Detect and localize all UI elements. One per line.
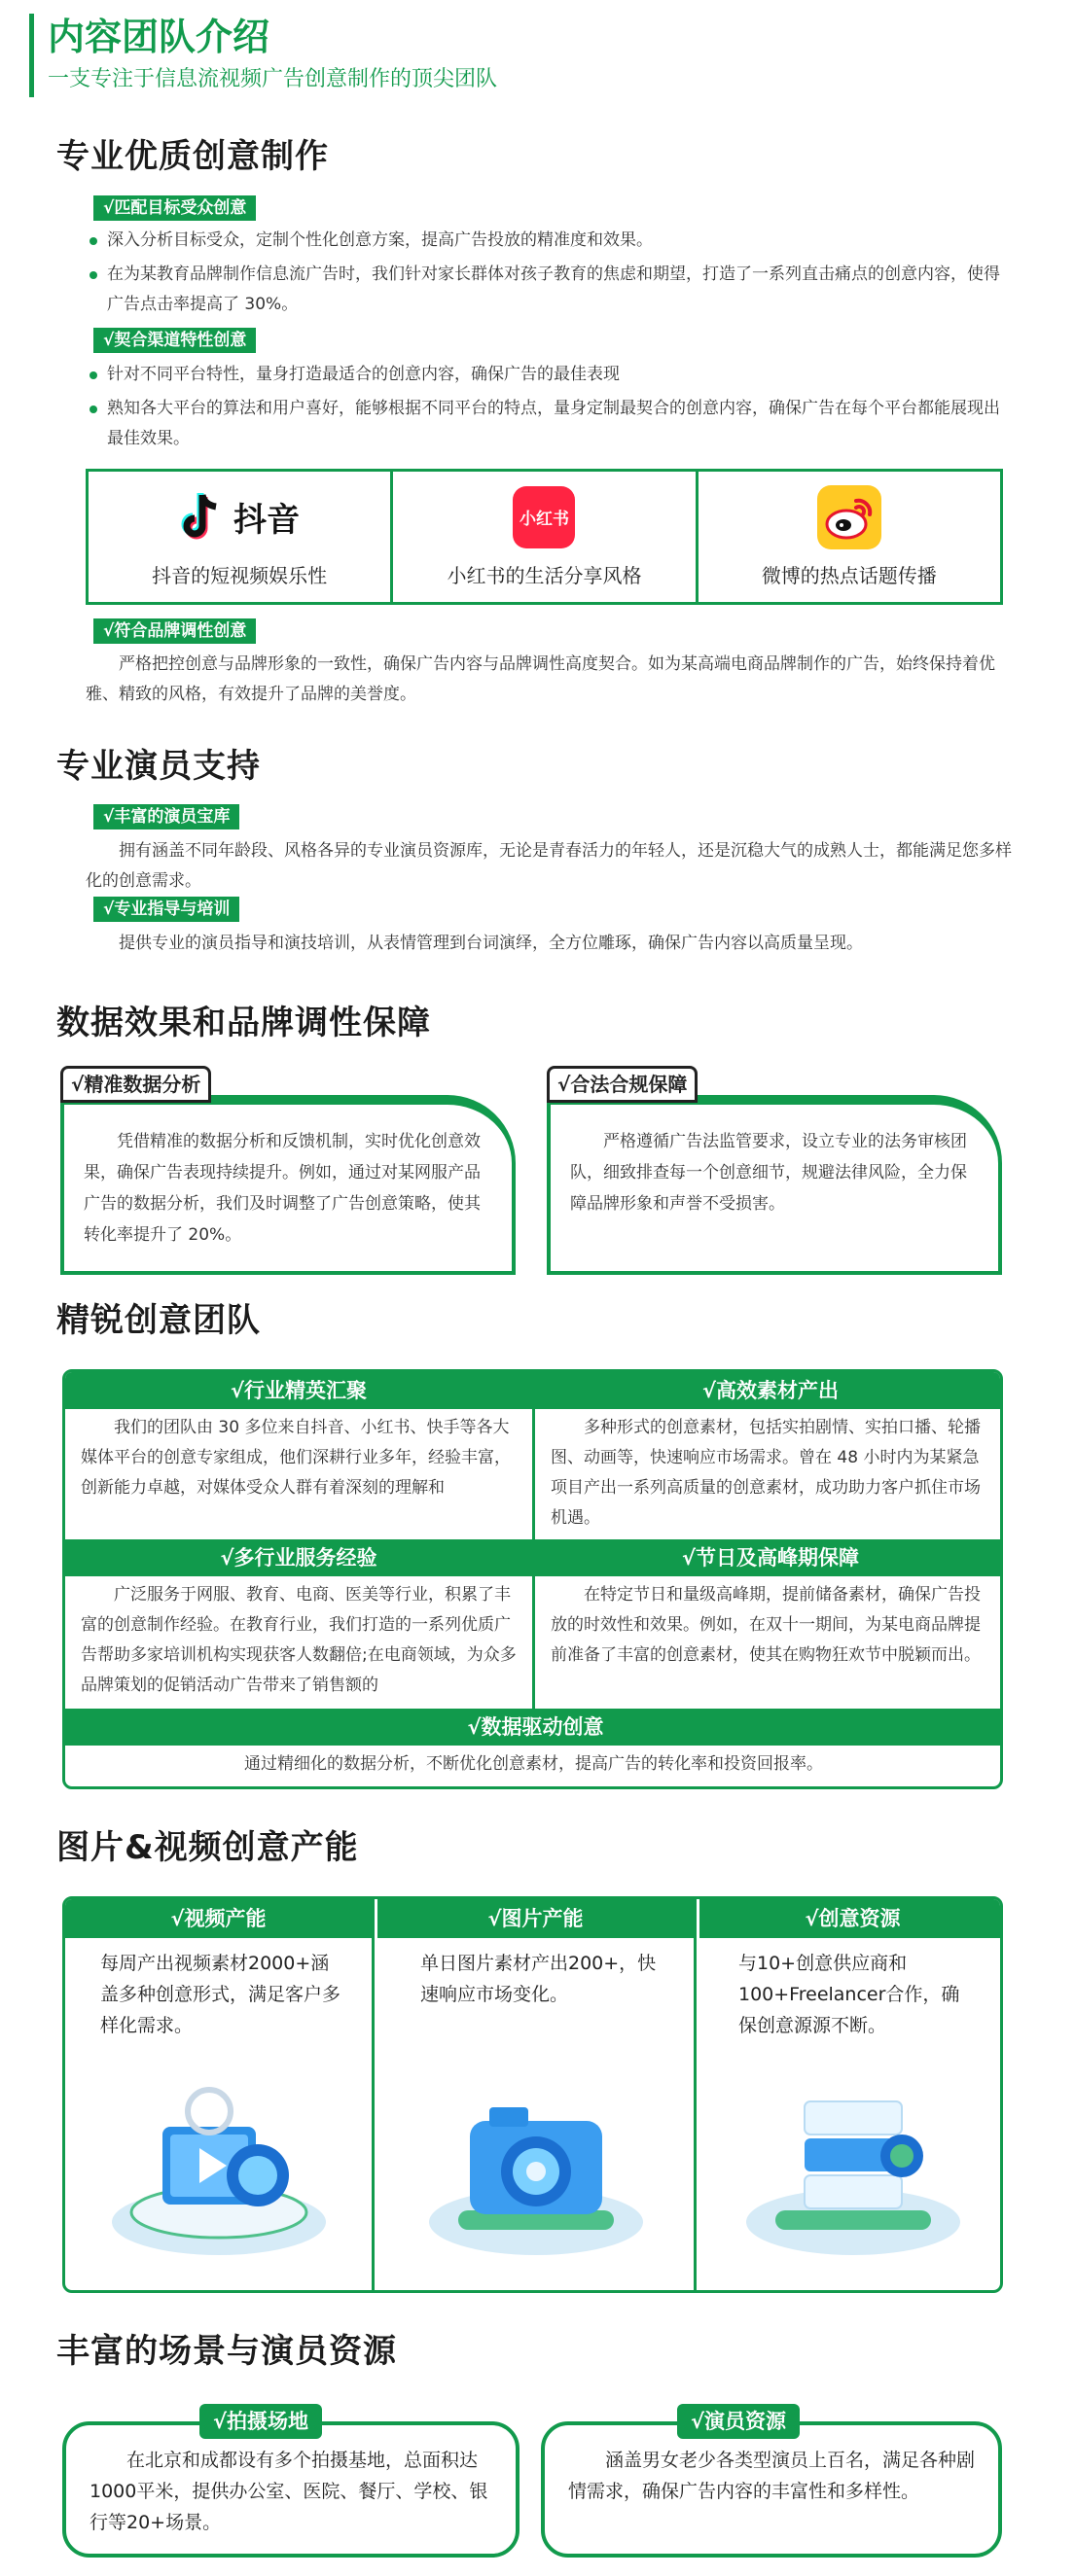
capacity-text: 单日图片素材产出200+，快速响应市场变化。 <box>420 1953 657 2005</box>
tag-target-audience: √匹配目标受众创意 <box>93 195 256 221</box>
capacity-head: √视频产能 <box>65 1899 372 1938</box>
team-head-data: √数据驱动创意 <box>65 1709 1003 1746</box>
tag-actor-training: √专业指导与培训 <box>93 897 239 922</box>
platform-box <box>86 469 1003 605</box>
data-analysis-text: 凭借精准的数据分析和反馈机制，实时优化创意效果，确保广告表现持续提升。例如，通过对某网服产品广告的数据分析，我们及时调整了广告创意策略，使其转化率提升了 20%。 <box>84 1132 481 1245</box>
compliance-text: 严格遵循广告法监管要求，设立专业的法务审核团队，细致排查每一个创意细节，规避法律风险，全力保障品牌形象和声誉不受损害。 <box>570 1132 967 1214</box>
section-heading-team: 精锐创意团队 <box>56 1301 261 1340</box>
capacity-grid <box>62 1896 1003 2293</box>
team-text-holiday: 在特定节日和量级高峰期，提前储备素材，确保广告投放的时效性和效果。例如，在双十一期间，为某电商品牌提前准备了丰富的创意素材，使其在购物狂欢节中脱颖而出。 <box>551 1585 981 1665</box>
capacity-text: 每周产出视频素材2000+涵盖多种创意形式，满足客户多样化需求。 <box>100 1953 341 2036</box>
actor-resource-text: 涵盖男女老少各类型演员上百名，满足各种剧情需求，确保广告内容的丰富性和多样性。 <box>568 2450 976 2502</box>
s1-para-2 <box>86 360 1010 454</box>
section-heading-creative: 专业优质创意制作 <box>56 137 329 176</box>
team-grid <box>62 1369 1003 1789</box>
page-subtitle: 一支专注于信息流视频广告创意制作的顶尖团队 <box>48 67 498 91</box>
section-heading-capacity: 图片&视频创意产能 <box>56 1828 359 1867</box>
team-head-holiday: √节日及高峰期保障 <box>535 1539 1003 1576</box>
bullet-text: 针对不同平台特性，量身打造最适合的创意内容，确保广告的最佳表现 <box>86 360 1010 390</box>
data-analysis-tag: √精准数据分析 <box>60 1066 211 1103</box>
capacity-image <box>377 1899 697 2290</box>
s2-para-1: 拥有涵盖不同年龄段、风格各异的专业演员资源库，无论是青春活力的年轻人，还是沉稳大气的成熟人士，都能满足您多样化的创意需求。 <box>86 841 1012 891</box>
platform-caption: 抖音的短视频娱乐性 <box>152 563 328 587</box>
s1-para-3: 严格把控创意与品牌形象的一致性，确保广告内容与品牌调性高度契合。如为某高端电商品牌制作的广告，始终保持着优雅、精致的风格，有效提升了品牌的美誉度。 <box>86 654 995 704</box>
team-text-data: 通过精细化的数据分析，不断优化创意素材，提高广告的转化率和投资回报率。 <box>244 1754 823 1774</box>
team-head-industry: √多行业服务经验 <box>65 1539 532 1576</box>
divider <box>532 1372 535 1709</box>
platform-caption: 微博的热点话题传播 <box>761 563 937 587</box>
team-text-industry: 广泛服务于网服、教育、电商、医美等行业，积累了丰富的创意制作经验。在教育行业，我们打造的一系列优质广告帮助多家培训机构实现获客人数翻倍;在电商领域，为众多品牌策划的促销活动广告带来了销售额的 <box>81 1585 517 1695</box>
bullet-text: 在为某教育品牌制作信息流广告时，我们针对家长群体对孩子教育的焦虑和期望，打造了一系列直击痛点的创意内容，使得广告点击率提高了 30%。 <box>86 260 1010 320</box>
page-title: 内容团队介绍 <box>48 16 270 58</box>
platform-xiaohongshu <box>393 472 698 602</box>
capacity-head: √创意资源 <box>699 1899 1003 1938</box>
venue-text: 在北京和成都设有多个拍摄基地，总面积达1000平米，提供办公室、医院、餐厅、学校、银行等20+场景。 <box>90 2450 488 2533</box>
s1-para-1 <box>86 226 1010 320</box>
team-text-efficient: 多种形式的创意素材，包括实拍剧情、实拍口播、轮播图、动画等，快速响应市场需求。曾在 48 小时内为某紧急项目产出一系列高质量的创意素材，成功助力客户抓住市场机遇。 <box>551 1418 981 1528</box>
capacity-resource <box>699 1899 1003 2290</box>
team-head-elite: √行业精英汇聚 <box>65 1372 532 1409</box>
team-head-efficient: √高效素材产出 <box>535 1372 1003 1409</box>
douyin-logo-text: 抖音 <box>233 501 301 540</box>
douyin-icon <box>179 491 224 544</box>
tag-actor-library: √丰富的演员宝库 <box>93 804 239 829</box>
bullet-text: 深入分析目标受众，定制个性化创意方案，提高广告投放的精准度和效果。 <box>86 226 1010 256</box>
capacity-text: 与10+创意供应商和100+Freelancer合作，确保创意源源不断。 <box>738 1953 960 2036</box>
compliance-tag: √合法合规保障 <box>547 1066 698 1103</box>
tag-brand-tone: √符合品牌调性创意 <box>93 618 256 644</box>
team-text-elite: 我们的团队由 30 多位来自抖音、小红书、快手等各大媒体平台的创意专家组成，他们深耕行业多年，经验丰富，创新能力卓越，对媒体受众人群有着深刻的理解和 <box>81 1418 511 1498</box>
section-heading-data: 数据效果和品牌调性保障 <box>56 1004 431 1042</box>
server-icon <box>736 2066 970 2261</box>
s2-para-2: 提供专业的演员指导和演技培训，从表情管理到台词演绎，全方位雕琢，确保广告内容以高质量呈现。 <box>119 934 863 953</box>
bullet-text: 熟知各大平台的算法和用户喜好，能够根据不同平台的特点，量身定制最契合的创意内容，确保广告在每个平台都能展现出最佳效果。 <box>86 394 1010 454</box>
capacity-video <box>65 1899 375 2290</box>
platform-weibo <box>699 472 1000 602</box>
venue-tag: √拍摄场地 <box>199 2404 322 2439</box>
camera-icon <box>419 2066 653 2261</box>
page-header <box>29 14 497 97</box>
xiaohongshu-icon <box>513 486 575 548</box>
section-heading-actors: 专业演员支持 <box>56 747 261 786</box>
xiaohongshu-logo-text: 小红书 <box>519 510 569 529</box>
section-heading-scenes: 丰富的场景与演员资源 <box>56 2332 397 2371</box>
platform-douyin <box>89 472 393 602</box>
video-player-icon <box>102 2066 336 2261</box>
capacity-head: √图片产能 <box>377 1899 694 1938</box>
actor-resource-tag: √演员资源 <box>677 2404 800 2439</box>
weibo-icon <box>817 485 881 549</box>
tag-channel: √契合渠道特性创意 <box>93 328 256 353</box>
platform-caption: 小红书的生活分享风格 <box>447 563 642 587</box>
